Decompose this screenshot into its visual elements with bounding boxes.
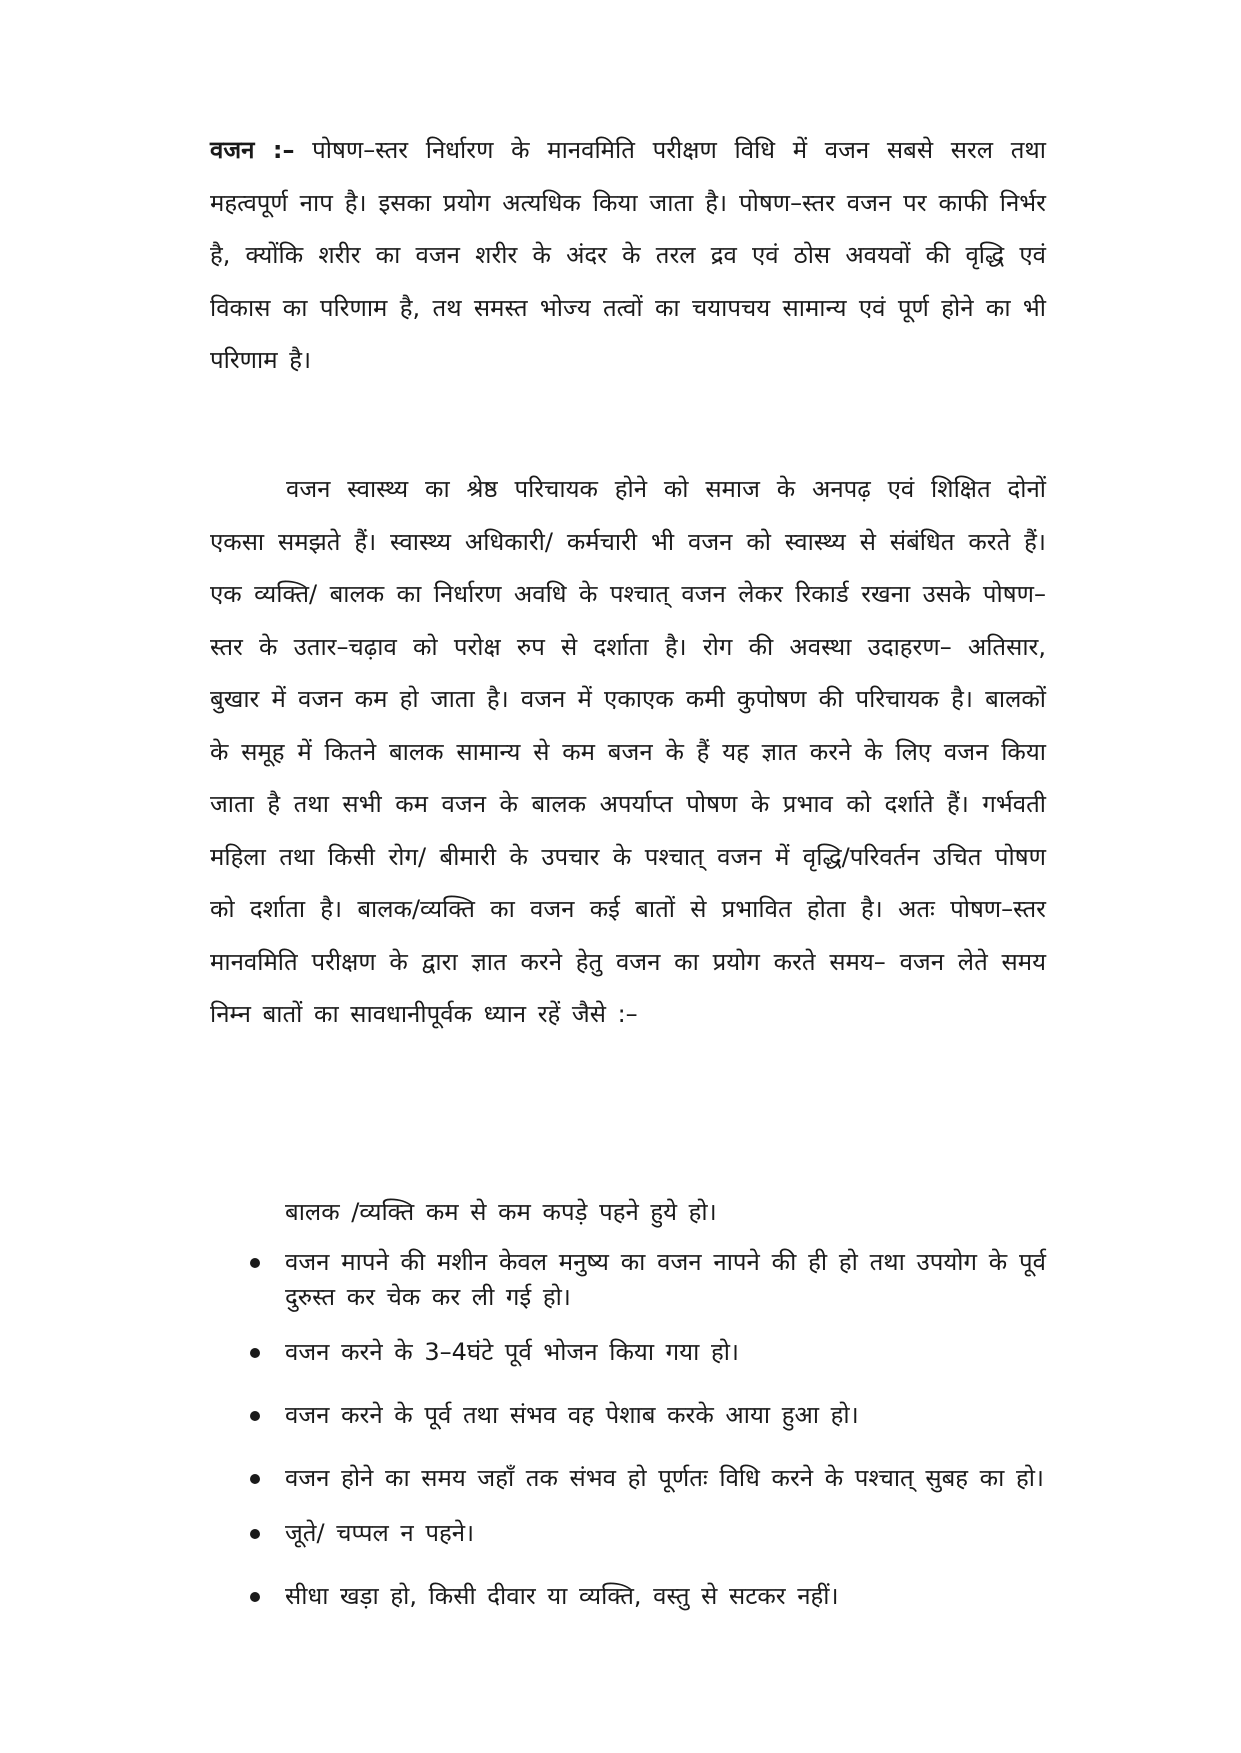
paragraph-weight-definition — [210, 124, 1046, 387]
paragraph-weight-importance: वजन स्वास्थ्य का श्रेष्ठ परिचायक होने को समाज के अनपढ़ एवं शिक्षित दोनों एकसा समझते हैं। स्वास्थ्य अधिकारी/ कर्मचारी भी वजन को स्वास्थ्य से संबंधित करते हैं। एक व्यक्ति/ बालक का निर्धारण अवधि के पश्चात् वजन लेकर रिकार्ड रखना उसके पोषण–स्तर के उतार–चढ़ाव को परोक्ष रुप से दर्शाता है। रोग की अवस्था उदाहरण– अतिसार, बुखार में वजन कम हो जाता है। वजन में एकाएक कमी कुपोषण की परिचायक है। बालकों के समूह में कितने बालक सामान्य से कम बजन के हैं यह ज्ञात करने के लिए वजन किया जाता है तथा सभी कम वजन के बालक अपर्याप्त पोषण के प्रभाव को दर्शाते हैं। गर्भवती महिला तथा किसी रोग/ बीमारी के उपचार के पश्चात् वजन में वृद्धि/परिवर्तन उचित पोषण को दर्शाता है। बालक/व्यक्ति का वजन कई बातों से प्रभावित होता है। अतः पोषण–स्तर मानवमिति परीक्षण के द्वारा ज्ञात करने हेतु वजन का प्रयोग करते समय– वजन लेते समय निम्न बातों का सावधानीपूर्वक ध्यान रहें जैसे :– — [210, 475, 1046, 1028]
list-item: सीधा खड़ा हो, किसी दीवार या व्यक्ति, वस्तु से सटकर नहीं। — [248, 1579, 1046, 1614]
bullet-icon — [250, 1258, 260, 1268]
list-item: वजन करने के 3–4घंटे पूर्व भोजन किया गया हो। — [248, 1335, 1046, 1370]
section-heading-weight: वजन :– — [210, 136, 295, 164]
list-item: वजन मापने की मशीन केवल मनुष्य का वजन नापने की ही हो तथा उपयोग के पूर्व दुरुस्त कर चेक कर ली गई हो। — [248, 1245, 1046, 1315]
bullet-icon — [250, 1474, 260, 1484]
bullet-icon — [250, 1529, 260, 1539]
list-item-clothing: बालक /व्यक्ति कम से कम कपड़े पहने हुये हो। — [285, 1198, 717, 1226]
precautions-list — [248, 1245, 1046, 1642]
bullet-icon — [250, 1411, 260, 1421]
bullet-icon — [250, 1592, 260, 1602]
bullet-icon — [250, 1348, 260, 1358]
list-item: वजन करने के पूर्व तथा संभव वह पेशाब करके आया हुआ हो। — [248, 1398, 1046, 1433]
list-item: जूते/ चप्पल न पहने। — [248, 1516, 1046, 1551]
list-item: वजन होने का समय जहाँ तक संभव हो पूर्णतः विधि करने के पश्चात् सुबह का हो। — [248, 1461, 1046, 1496]
paragraph-text: पोषण–स्तर निर्धारण के मानवमिति परीक्षण विधि में वजन सबसे सरल तथा महत्वपूर्ण नाप है। इसका प्रयोग अत्यधिक किया जाता है। पोषण–स्तर वजन पर काफी निर्भर है, क्योंकि शरीर का वजन शरीर के अंदर के तरल द्रव एवं ठोस अवयवों की वृद्धि एवं विकास का परिणाम है, तथ समस्त भोज्य तत्वों का चयापचय सामान्य एवं पूर्ण होने का भी परिणाम है। — [210, 136, 1046, 374]
